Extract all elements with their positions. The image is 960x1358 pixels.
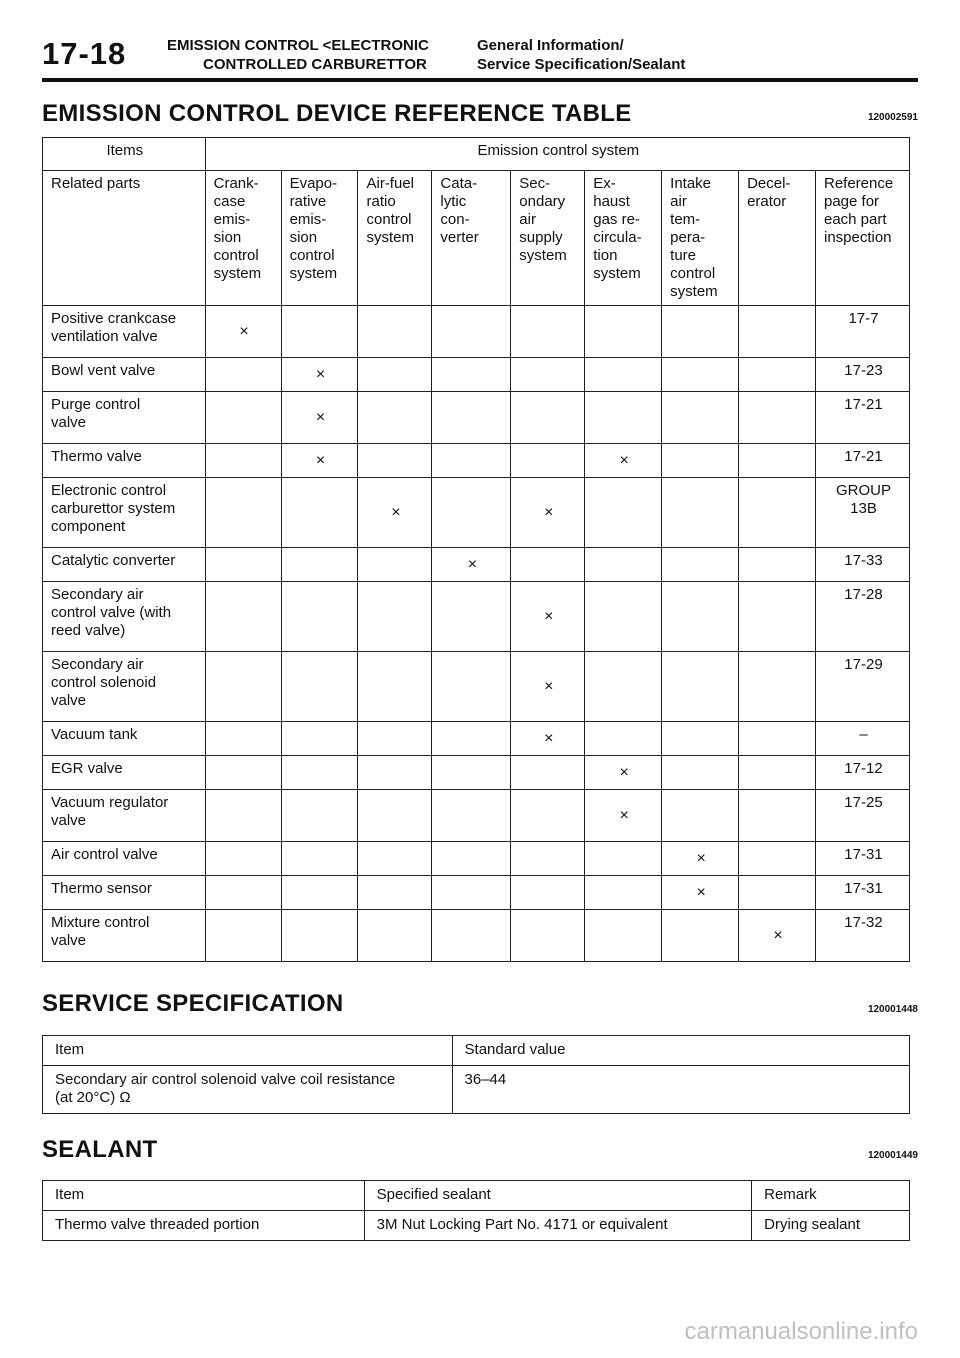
applicable-mark: × bbox=[619, 763, 629, 781]
mark-cell bbox=[511, 444, 585, 478]
sealant-header-row bbox=[43, 1181, 910, 1211]
mark-cell bbox=[585, 652, 662, 722]
mark-cell bbox=[205, 652, 281, 722]
mark-cell bbox=[432, 842, 511, 876]
header-title-left-line2: CONTROLLED CARBURETTOR bbox=[203, 56, 427, 73]
mark-cell bbox=[281, 876, 358, 910]
mark-cell bbox=[432, 790, 511, 842]
sealant-header-remark: Remark bbox=[752, 1181, 910, 1211]
device-item: EGR valve bbox=[43, 756, 206, 790]
mark-cell bbox=[358, 652, 432, 722]
related-parts-row bbox=[43, 171, 910, 306]
mark-cell bbox=[281, 756, 358, 790]
mark-cell bbox=[281, 790, 358, 842]
related-part-column-3: Cata- lytic con- verter bbox=[432, 171, 511, 306]
mark-cell bbox=[511, 910, 585, 962]
reference-page: 17-21 bbox=[815, 392, 909, 444]
mark-cell bbox=[205, 306, 281, 358]
mark-cell bbox=[358, 444, 432, 478]
mark-cell bbox=[662, 444, 739, 478]
mark-cell bbox=[281, 842, 358, 876]
page-header bbox=[42, 34, 918, 80]
service-spec-code: 120001448 bbox=[867, 1004, 918, 1015]
applicable-mark: × bbox=[315, 365, 326, 383]
mark-cell bbox=[205, 876, 281, 910]
mark-cell bbox=[205, 358, 281, 392]
device-row bbox=[43, 306, 910, 358]
mark-cell bbox=[585, 548, 662, 582]
watermark: carmanualsonline.info bbox=[684, 1318, 918, 1345]
mark-cell bbox=[662, 392, 739, 444]
header-items: Items bbox=[43, 138, 206, 171]
related-part-column-0: Crank- case emis- sion control system bbox=[205, 171, 281, 306]
device-row bbox=[43, 582, 910, 652]
mark-cell bbox=[585, 358, 662, 392]
header-title-right-line2: Service Specification/Sealant bbox=[477, 56, 686, 73]
mark-cell bbox=[205, 910, 281, 962]
mark-cell bbox=[662, 358, 739, 392]
sealant-code: 120001449 bbox=[867, 1150, 918, 1161]
sealant-remark: Drying sealant bbox=[752, 1211, 910, 1241]
mark-cell bbox=[281, 582, 358, 652]
mark-cell bbox=[205, 582, 281, 652]
mark-cell bbox=[358, 910, 432, 962]
device-item: Purge control valve bbox=[43, 392, 206, 444]
spec-item: Secondary air control solenoid valve coil resistance (at 20°C) Ω bbox=[43, 1066, 453, 1114]
applicable-mark: × bbox=[544, 503, 554, 521]
mark-cell bbox=[358, 548, 432, 582]
mark-cell bbox=[739, 582, 816, 652]
mark-cell bbox=[432, 548, 511, 582]
device-table-code: 120002591 bbox=[867, 112, 918, 123]
mark-cell bbox=[585, 910, 662, 962]
mark-cell bbox=[739, 842, 816, 876]
device-table-title: EMISSION CONTROL DEVICE REFERENCE TABLE bbox=[42, 100, 632, 127]
mark-cell bbox=[511, 842, 585, 876]
spec-header-item: Item bbox=[43, 1036, 453, 1066]
mark-cell bbox=[585, 876, 662, 910]
device-row bbox=[43, 444, 910, 478]
spec-value: 36–44 bbox=[452, 1066, 909, 1114]
device-row bbox=[43, 722, 910, 756]
mark-cell bbox=[585, 478, 662, 548]
reference-page: 17-7 bbox=[815, 306, 909, 358]
mark-cell bbox=[358, 756, 432, 790]
related-part-column-6: Intake air tem- pera- ture control system bbox=[662, 171, 739, 306]
applicable-mark: × bbox=[544, 677, 554, 695]
device-row bbox=[43, 548, 910, 582]
mark-cell bbox=[662, 722, 739, 756]
header-title-right-line1: General Information/ bbox=[477, 37, 624, 54]
mark-cell bbox=[432, 392, 511, 444]
device-row bbox=[43, 910, 910, 962]
device-item: Secondary air control valve (with reed valve) bbox=[43, 582, 206, 652]
mark-cell bbox=[511, 756, 585, 790]
reference-page: 17-31 bbox=[815, 842, 909, 876]
header-title-right bbox=[477, 36, 685, 74]
mark-cell bbox=[432, 876, 511, 910]
mark-cell bbox=[205, 722, 281, 756]
service-spec-title: SERVICE SPECIFICATION bbox=[42, 990, 344, 1017]
mark-cell bbox=[585, 392, 662, 444]
device-item: Bowl vent valve bbox=[43, 358, 206, 392]
device-table-body bbox=[43, 306, 910, 962]
mark-cell bbox=[739, 306, 816, 358]
mark-cell bbox=[585, 842, 662, 876]
reference-page: 17-12 bbox=[815, 756, 909, 790]
mark-cell bbox=[511, 392, 585, 444]
applicable-mark: × bbox=[544, 729, 554, 747]
device-table-header-row bbox=[43, 138, 910, 171]
reference-page: – bbox=[815, 722, 909, 756]
mark-cell bbox=[432, 444, 511, 478]
mark-cell bbox=[511, 722, 585, 756]
device-item: Vacuum regulator valve bbox=[43, 790, 206, 842]
mark-cell bbox=[432, 722, 511, 756]
mark-cell bbox=[585, 756, 662, 790]
mark-cell bbox=[662, 652, 739, 722]
mark-cell bbox=[662, 876, 739, 910]
mark-cell bbox=[739, 756, 816, 790]
mark-cell bbox=[739, 652, 816, 722]
mark-cell bbox=[432, 910, 511, 962]
device-row bbox=[43, 790, 910, 842]
applicable-mark: × bbox=[619, 806, 629, 824]
reference-page: GROUP 13B bbox=[815, 478, 909, 548]
related-part-column-8: Reference page for each part inspection bbox=[815, 171, 909, 306]
mark-cell bbox=[662, 790, 739, 842]
mark-cell bbox=[739, 790, 816, 842]
mark-cell bbox=[205, 756, 281, 790]
device-item: Mixture control valve bbox=[43, 910, 206, 962]
sealant-table bbox=[42, 1180, 910, 1241]
mark-cell bbox=[205, 444, 281, 478]
applicable-mark: × bbox=[315, 451, 326, 469]
mark-cell bbox=[281, 722, 358, 756]
sealant-title: SEALANT bbox=[42, 1136, 158, 1163]
sealant-row bbox=[43, 1211, 910, 1241]
mark-cell bbox=[511, 306, 585, 358]
mark-cell bbox=[281, 910, 358, 962]
mark-cell bbox=[358, 876, 432, 910]
mark-cell bbox=[358, 722, 432, 756]
mark-cell bbox=[662, 478, 739, 548]
reference-page: 17-21 bbox=[815, 444, 909, 478]
spec-header-row bbox=[43, 1036, 910, 1066]
applicable-mark: × bbox=[696, 883, 706, 901]
mark-cell bbox=[205, 842, 281, 876]
mark-cell bbox=[432, 358, 511, 392]
mark-cell bbox=[662, 842, 739, 876]
mark-cell bbox=[662, 910, 739, 962]
applicable-mark: × bbox=[315, 408, 326, 426]
device-row bbox=[43, 876, 910, 910]
applicable-mark: × bbox=[773, 926, 783, 944]
mark-cell bbox=[281, 306, 358, 358]
page-number: 17-18 bbox=[42, 36, 127, 71]
mark-cell bbox=[205, 478, 281, 548]
mark-cell bbox=[739, 910, 816, 962]
mark-cell bbox=[511, 582, 585, 652]
related-part-column-5: Ex- haust gas re- circula- tion system bbox=[585, 171, 662, 306]
mark-cell bbox=[358, 358, 432, 392]
sealant-header-item: Item bbox=[43, 1181, 365, 1211]
reference-page: 17-23 bbox=[815, 358, 909, 392]
mark-cell bbox=[281, 652, 358, 722]
device-row bbox=[43, 842, 910, 876]
device-item: Air control valve bbox=[43, 842, 206, 876]
mark-cell bbox=[281, 444, 358, 478]
sealant-spec: 3M Nut Locking Part No. 4171 or equivalent bbox=[364, 1211, 752, 1241]
reference-page: 17-29 bbox=[815, 652, 909, 722]
related-part-column-2: Air-fuel ratio control system bbox=[358, 171, 432, 306]
device-item: Catalytic converter bbox=[43, 548, 206, 582]
reference-page: 17-32 bbox=[815, 910, 909, 962]
mark-cell bbox=[662, 582, 739, 652]
device-reference-table bbox=[42, 137, 910, 962]
related-parts-label: Related parts bbox=[43, 171, 206, 306]
related-part-column-7: Decel- erator bbox=[739, 171, 816, 306]
mark-cell bbox=[585, 582, 662, 652]
mark-cell bbox=[511, 876, 585, 910]
applicable-mark: × bbox=[467, 555, 478, 573]
mark-cell bbox=[358, 582, 432, 652]
applicable-mark: × bbox=[391, 503, 401, 521]
device-item: Vacuum tank bbox=[43, 722, 206, 756]
mark-cell bbox=[511, 790, 585, 842]
mark-cell bbox=[739, 876, 816, 910]
applicable-mark: × bbox=[544, 607, 554, 625]
mark-cell bbox=[358, 478, 432, 548]
mark-cell bbox=[432, 582, 511, 652]
mark-cell bbox=[205, 790, 281, 842]
device-row bbox=[43, 358, 910, 392]
related-part-column-1: Evapo- rative emis- sion control system bbox=[281, 171, 358, 306]
mark-cell bbox=[358, 306, 432, 358]
mark-cell bbox=[585, 722, 662, 756]
header-rule bbox=[42, 78, 918, 82]
mark-cell bbox=[432, 306, 511, 358]
reference-page: 17-33 bbox=[815, 548, 909, 582]
device-item: Thermo sensor bbox=[43, 876, 206, 910]
mark-cell bbox=[432, 652, 511, 722]
mark-cell bbox=[358, 842, 432, 876]
device-row bbox=[43, 478, 910, 548]
device-item: Thermo valve bbox=[43, 444, 206, 478]
mark-cell bbox=[585, 306, 662, 358]
mark-cell bbox=[739, 392, 816, 444]
device-item: Positive crankcase ventilation valve bbox=[43, 306, 206, 358]
mark-cell bbox=[662, 548, 739, 582]
mark-cell bbox=[585, 444, 662, 478]
mark-cell bbox=[511, 478, 585, 548]
device-item: Secondary air control solenoid valve bbox=[43, 652, 206, 722]
device-row bbox=[43, 392, 910, 444]
mark-cell bbox=[432, 478, 511, 548]
sealant-item: Thermo valve threaded portion bbox=[43, 1211, 365, 1241]
mark-cell bbox=[281, 358, 358, 392]
mark-cell bbox=[281, 478, 358, 548]
header-title-left-line1: EMISSION CONTROL <ELECTRONIC bbox=[167, 37, 429, 54]
mark-cell bbox=[281, 548, 358, 582]
mark-cell bbox=[281, 392, 358, 444]
reference-page: 17-31 bbox=[815, 876, 909, 910]
mark-cell bbox=[511, 358, 585, 392]
related-part-column-4: Sec- ondary air supply system bbox=[511, 171, 585, 306]
device-item: Electronic control carburettor system component bbox=[43, 478, 206, 548]
header-emission-system: Emission control system bbox=[205, 138, 909, 171]
mark-cell bbox=[585, 790, 662, 842]
service-spec-table bbox=[42, 1035, 910, 1114]
device-row bbox=[43, 756, 910, 790]
mark-cell bbox=[739, 478, 816, 548]
mark-cell bbox=[739, 548, 816, 582]
spec-header-value: Standard value bbox=[452, 1036, 909, 1066]
mark-cell bbox=[662, 306, 739, 358]
sealant-header-sealant: Specified sealant bbox=[364, 1181, 752, 1211]
header-title-left bbox=[167, 36, 429, 74]
applicable-mark: × bbox=[696, 849, 706, 867]
mark-cell bbox=[739, 722, 816, 756]
device-row bbox=[43, 652, 910, 722]
mark-cell bbox=[205, 548, 281, 582]
spec-row bbox=[43, 1066, 910, 1114]
mark-cell bbox=[739, 444, 816, 478]
mark-cell bbox=[432, 756, 511, 790]
mark-cell bbox=[511, 652, 585, 722]
reference-page: 17-25 bbox=[815, 790, 909, 842]
mark-cell bbox=[662, 756, 739, 790]
mark-cell bbox=[205, 392, 281, 444]
mark-cell bbox=[358, 790, 432, 842]
applicable-mark: × bbox=[239, 322, 249, 340]
mark-cell bbox=[739, 358, 816, 392]
applicable-mark: × bbox=[619, 451, 629, 469]
mark-cell bbox=[358, 392, 432, 444]
reference-page: 17-28 bbox=[815, 582, 909, 652]
mark-cell bbox=[511, 548, 585, 582]
